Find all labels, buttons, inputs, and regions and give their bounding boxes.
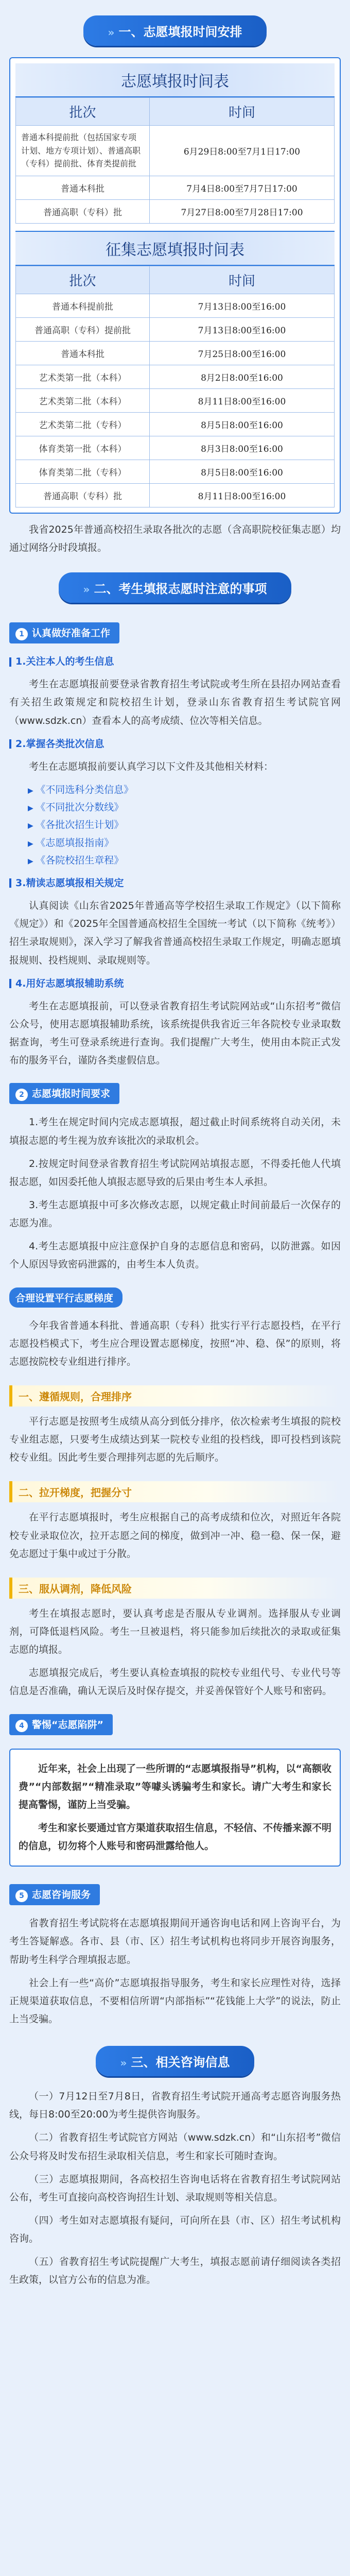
paragraph: 今年我省普通本科批、普通高职（专科）批实行平行志愿投档，在平行志愿投档模式下，考生应合理设置志愿梯度，按照“冲、稳、保”的原则，将志愿按院校专业组进行排序。 (9, 1319, 341, 1367)
table-row (16, 317, 335, 341)
batch-cell: 普通高职（专科）批 (16, 199, 150, 223)
pill-time-requirements (9, 1083, 119, 1104)
time-cell: 8月11日8:00至16:00 (149, 388, 334, 412)
section1-banner (83, 15, 267, 46)
document-link[interactable]: ▶ 《不同选科分类信息》 (28, 781, 341, 799)
document-links (28, 781, 341, 869)
supplement-table (15, 266, 335, 507)
pill-label: 认真做好准备工作 (32, 628, 111, 639)
time-cell: 7月13日8:00至16:00 (149, 317, 334, 341)
subtitle: 2.掌握各类批次信息 (9, 735, 341, 753)
schedule-table-card (9, 57, 341, 514)
warning-text: 近年来，社会上出现了一些所谓的“志愿填报指导”机构，以“高额收费”“内部数据”“精准录取”等噱头诱骗考生和家长。请广大考生和家长提高警惕，谨防上当受骗。 (19, 1762, 331, 1810)
intro-note: 我省2025年普通高校招生录取各批次的志愿（含高职院校征集志愿）均通过网络分时段填报。 (9, 523, 341, 553)
info-item: （五）省教育招生考试院提醒广大考生，填报志愿前请仔细阅读各类招生政策，以官方公布的信息为准。 (9, 2256, 341, 2286)
time-cell: 8月11日8:00至16:00 (149, 483, 334, 507)
arrows-icon: » (108, 26, 115, 39)
bar-icon (9, 878, 11, 888)
section2-banner (59, 572, 292, 603)
info-item: （二）省教育招生考试院官方网站（www.sdzk.cn）和“山东招考”微信公众号将及时发布招生录取相关信息，考生和家长可随时查询。 (9, 2132, 341, 2162)
time-cell: 7月13日8:00至16:00 (149, 294, 334, 317)
batch-cell: 体育类第一批（本科） (16, 436, 150, 460)
pill-consult (9, 1884, 100, 1905)
col-header-batch: 批次 (16, 98, 150, 126)
section3-label: 三、相关咨询信息 (131, 2055, 230, 2070)
bar-icon (9, 979, 11, 988)
principle-text: 考生在填报志愿时，要认真考虑是否服从专业调剂。选择服从专业调剂，可降低退档风险。考生一旦被退档，将只能参加后续批次的录取或征集志愿的填报。 (9, 1607, 341, 1656)
document-link[interactable]: ▶ 《志愿填报指南》 (28, 834, 341, 852)
table-row (16, 199, 335, 223)
principle-heading: 二、拉开梯度，把握分寸 (9, 1481, 341, 1502)
section2-label: 二、考生填报志愿时注意的事项 (94, 582, 267, 597)
pill-label: 志愿咨询服务 (32, 1889, 91, 1901)
pill-label: 合理设置平行志愿梯度 (15, 1292, 114, 1304)
principle-text: 平行志愿是按照考生成绩从高分到低分排序，依次检索考生填报的院校专业组志愿，只要考生成绩达到某一院校专业组的投档线，即可投档到该院校专业组。因此考生要合理排列志愿的先后顺序。 (9, 1415, 341, 1464)
pill-prepare (9, 622, 119, 643)
time-cell: 7月4日8:00至7月7日17:00 (149, 176, 334, 199)
document-link[interactable]: ▶ 《各院校招生章程》 (28, 852, 341, 869)
batch-cell: 普通本科提前批（包括国家专项计划、地方专项计划）、普通高职（专科）提前批、体育类提前批 (16, 126, 150, 176)
arrows-icon: » (83, 583, 90, 596)
paragraph: 考生在志愿填报前要登录省教育招生考试院或考生所在县招办网站查看有关招生政策规定和院校招生计划，登录山东省教育招生考试院官网（www.sdzk.cn）查看本人的高考成绩、位次等相关信息。 (9, 679, 341, 726)
time-cell: 7月25日8:00至16:00 (149, 341, 334, 365)
pill-label: 志愿填报时间要求 (32, 1088, 111, 1100)
pill-number: 5 (15, 1890, 28, 1902)
col-header-batch: 批次 (16, 266, 150, 294)
paragraph: 2.按规定时间登录省教育招生考试院网站填报志愿，不得委托他人代填报志愿，如因委托他人填报志愿导致的后果由考生本人承担。 (9, 1158, 341, 1188)
table-row (16, 483, 335, 507)
batch-cell: 普通高职（专科）提前批 (16, 317, 150, 341)
schedule-table-title: 志愿填报时间表 (15, 63, 335, 97)
table-row (16, 365, 335, 388)
subtitle: 3.精读志愿填报相关规定 (9, 874, 341, 892)
batch-cell: 普通本科批 (16, 341, 150, 365)
paragraph: 认真阅读《山东省2025年普通高等学校招生录取工作规定》（以下简称《规定》）和《2025年全国普通高校招生全国统一考试（以下简称《统考》）招生录取规则》，深入学习了解我省普通高校招生录取工作规定，明确志愿填报规则、投档规则、录取规则等。 (9, 900, 341, 966)
time-cell: 8月2日8:00至16:00 (149, 365, 334, 388)
batch-cell: 体育类第二批（专科） (16, 460, 150, 483)
paragraph: 1.考生在规定时间内完成志愿填报，超过截止时间系统将自动关闭，未填报志愿的考生视为放弃该批次的录取机会。 (9, 1116, 341, 1146)
table-row (16, 436, 335, 460)
col-header-time: 时间 (149, 266, 334, 294)
info-item: （四）考生如对志愿填报有疑问，可向所在县（市、区）招生考试机构咨询。 (9, 2214, 341, 2245)
batch-cell: 艺术类第一批（本科） (16, 365, 150, 388)
table-row (16, 412, 335, 436)
bar-icon (9, 739, 11, 749)
batch-cell: 普通高职（专科）批 (16, 483, 150, 507)
paragraph: 省教育招生考试院将在志愿填报期间开通咨询电话和网上咨询平台，为考生答疑解惑。各市、县（市、区）招生考试机构也将同步开展咨询服务，帮助考生科学合理填报志愿。 (9, 1918, 341, 1965)
paragraph: 社会上有一些“高价”志愿填报指导服务，考生和家长应理性对待，选择正规渠道获取信息，不要相信所谓“内部指标”“花钱能上大学”的说法，防止上当受骗。 (9, 1977, 341, 2025)
principle-heading: 一、遵循规则，合理排序 (9, 1385, 341, 1406)
table-row (16, 176, 335, 199)
time-cell: 8月5日8:00至16:00 (149, 460, 334, 483)
section1-banner-wrap (9, 15, 341, 46)
schedule-table (15, 97, 335, 224)
paragraph: 考生在志愿填报前要认真学习以下文件及其他相关材料： (29, 760, 274, 772)
pill-number: 1 (15, 628, 28, 640)
batch-cell: 艺术类第二批（专科） (16, 412, 150, 436)
arrows-icon: » (120, 2057, 127, 2070)
pill-trap-warning (9, 1714, 113, 1735)
batch-cell: 普通本科提前批 (16, 294, 150, 317)
paragraph: 3.考生志愿填报中可多次修改志愿，以规定截止时间前最后一次保存的志愿为准。 (9, 1199, 341, 1229)
subtitle: 4.用好志愿填报辅助系统 (9, 975, 341, 992)
time-cell: 6月29日8:00至7月1日17:00 (149, 126, 334, 176)
warning-callout (9, 1749, 341, 1867)
section3-banner-wrap (9, 2046, 341, 2076)
section3-banner (96, 2046, 255, 2076)
principle-heading: 三、服从调剂，降低风险 (9, 1578, 341, 1599)
batch-cell: 普通本科批 (16, 176, 150, 199)
section1-label: 一、志愿填报时间安排 (118, 25, 242, 39)
time-cell: 8月3日8:00至16:00 (149, 436, 334, 460)
paragraph: 志愿填报完成后，考生要认真检查填报的院校专业组代号、专业代号等信息是否准确，确认无误后及时保存提交，并妥善保管好个人账号和密码。 (9, 1667, 341, 1697)
info-item: （一）7月12日至7月8日，省教育招生考试院开通高考志愿咨询服务热线，每日8:00至20:00为考生提供咨询服务。 (9, 2091, 341, 2121)
document-link[interactable]: ▶ 《不同批次分数线》 (28, 799, 341, 816)
warning-text: 考生和家长要通过官方渠道获取招生信息，不轻信、不传播来源不明的信息，切勿将个人账号和密码泄露给他人。 (19, 1822, 332, 1852)
subtitle: 1.关注本人的考生信息 (9, 653, 341, 670)
col-header-time: 时间 (149, 98, 334, 126)
section2-banner-wrap (9, 572, 341, 603)
table-row (16, 341, 335, 365)
time-cell: 8月5日8:00至16:00 (149, 412, 334, 436)
batch-cell: 艺术类第二批（本科） (16, 388, 150, 412)
table-row (16, 126, 335, 176)
pill-number: 2 (15, 1089, 28, 1101)
time-cell: 7月27日8:00至7月28日17:00 (149, 199, 334, 223)
supplement-table-title: 征集志愿填报时间表 (15, 231, 335, 266)
info-item: （三）志愿填报期间，各高校招生咨询电话将在省教育招生考试院网站公布，考生可直接向高校咨询招生计划、录取规则等相关信息。 (9, 2173, 341, 2203)
table-row (16, 388, 335, 412)
table-row (16, 460, 335, 483)
paragraph-highlight: 考生在志愿填报前，可以登录省教育招生考试院网站或“山东招考”微信公众号，使用志愿填报辅助系统，该系统提供我省近三年各院校专业录取数据查询，考生可登录系统进行查询。我们提醒广大考生，使用由本院正式发布的服务平台，谨防各类虚假信息。 (9, 1000, 341, 1066)
document-link[interactable]: ▶ 《各批次招生计划》 (28, 816, 341, 834)
bar-icon (9, 657, 11, 667)
table-row (16, 294, 335, 317)
pill-parallel (9, 1287, 122, 1308)
pill-number: 4 (15, 1720, 28, 1732)
paragraph: 4.考生志愿填报中应注意保护自身的志愿信息和密码，以防泄露。如因个人原因导致密码泄露的，由考生本人负责。 (9, 1241, 341, 1270)
pill-label: 警惕“志愿陷阱” (32, 1719, 103, 1731)
principle-text: 在平行志愿填报时，考生应根据自己的高考成绩和位次，对照近年各院校专业录取位次，拉开志愿之间的梯度，做到冲一冲、稳一稳、保一保，避免志愿过于集中或过于分散。 (9, 1512, 341, 1560)
